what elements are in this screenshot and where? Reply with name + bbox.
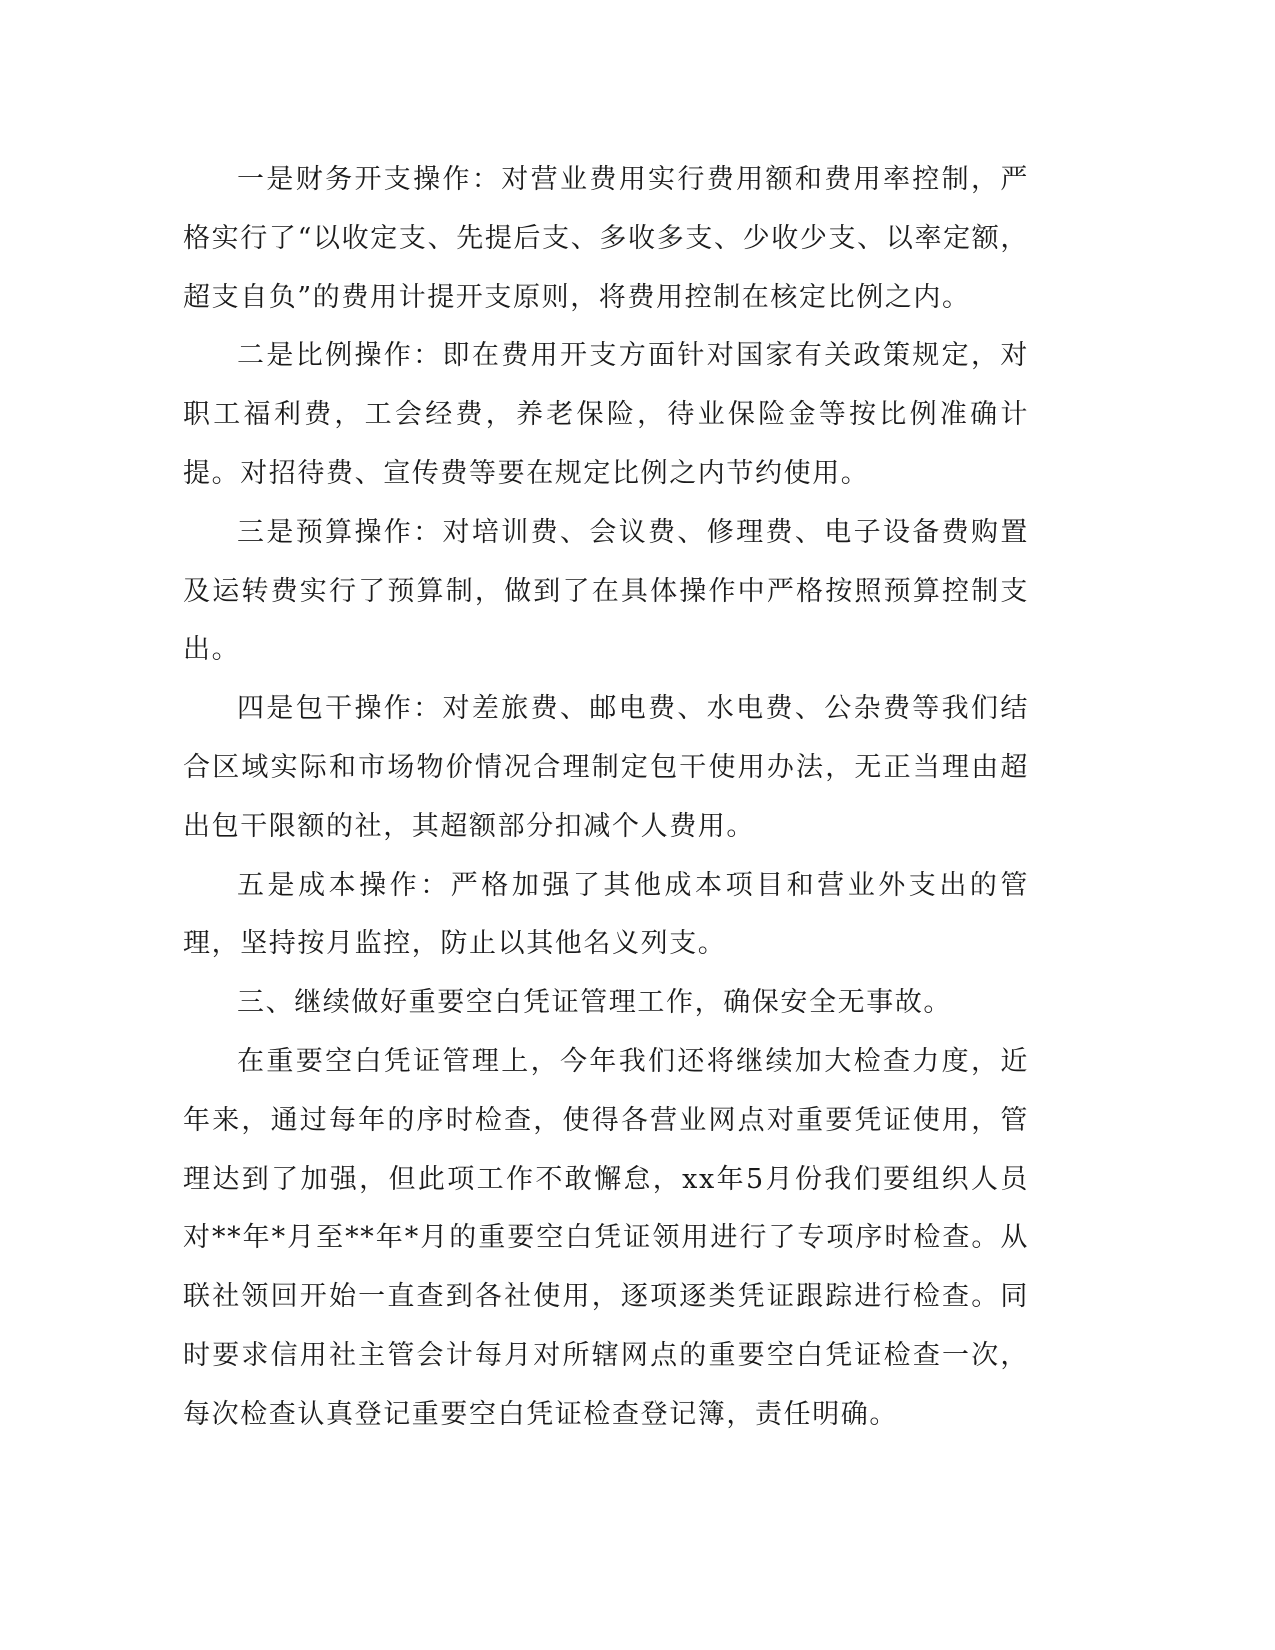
paragraph-budget-operation: 三是预算操作：对培训费、会议费、修理费、电子设备费购置及运转费实行了预算制，做到了在具体操作中严格按照预算控制支出。 xyxy=(183,516,1029,666)
section-heading-blank-vouchers: 三、继续做好重要空白凭证管理工作，确保安全无事故。 xyxy=(237,987,952,1019)
paragraph-cost-operation: 五是成本操作：严格加强了其他成本项目和营业外支出的管理，坚持按月监控，防止以其他名义列支。 xyxy=(183,869,1029,960)
paragraph-lump-sum-operation: 四是包干操作：对差旅费、邮电费、水电费、公杂费等我们结合区域实际和市场物价情况合理制定包干使用办法，无正当理由超出包干限额的社，其超额部分扣减个人费用。 xyxy=(183,693,1029,842)
paragraph-financial-expense: 一是财务开支操作：对营业费用实行费用额和费用率控制，严格实行了“以收定支、先提后支、多收多支、少收少支、以率定额，超支自负”的费用计提开支原则，将费用控制在核定比例之内。 xyxy=(183,164,1029,313)
paragraph-blank-voucher-management: 在重要空白凭证管理上，今年我们还将继续加大检查力度，近年来，通过每年的序时检查，使得各营业网点对重要凭证使用，管理达到了加强，但此项工作不敢懈怠，xx年5月份我们要组织人员对**年*月至**年*月的重要空白凭证领用进行了专项序时检查。从联社领回开始一直查到各社使用，逐项逐类凭证跟踪进行检查。同时要求信用社主管会计每月对所辖网点的重要空白凭证检查一次，每次检查认真登记重要空白凭证检查登记簿，责任明确。 xyxy=(183,1045,1029,1430)
document-body xyxy=(183,151,1029,1445)
paragraph-ratio-operation: 二是比例操作：即在费用开支方面针对国家有关政策规定，对职工福利费，工会经费，养老保险，待业保险金等按比例准确计提。对招待费、宣传费等要在规定比例之内节约使用。 xyxy=(183,340,1029,489)
